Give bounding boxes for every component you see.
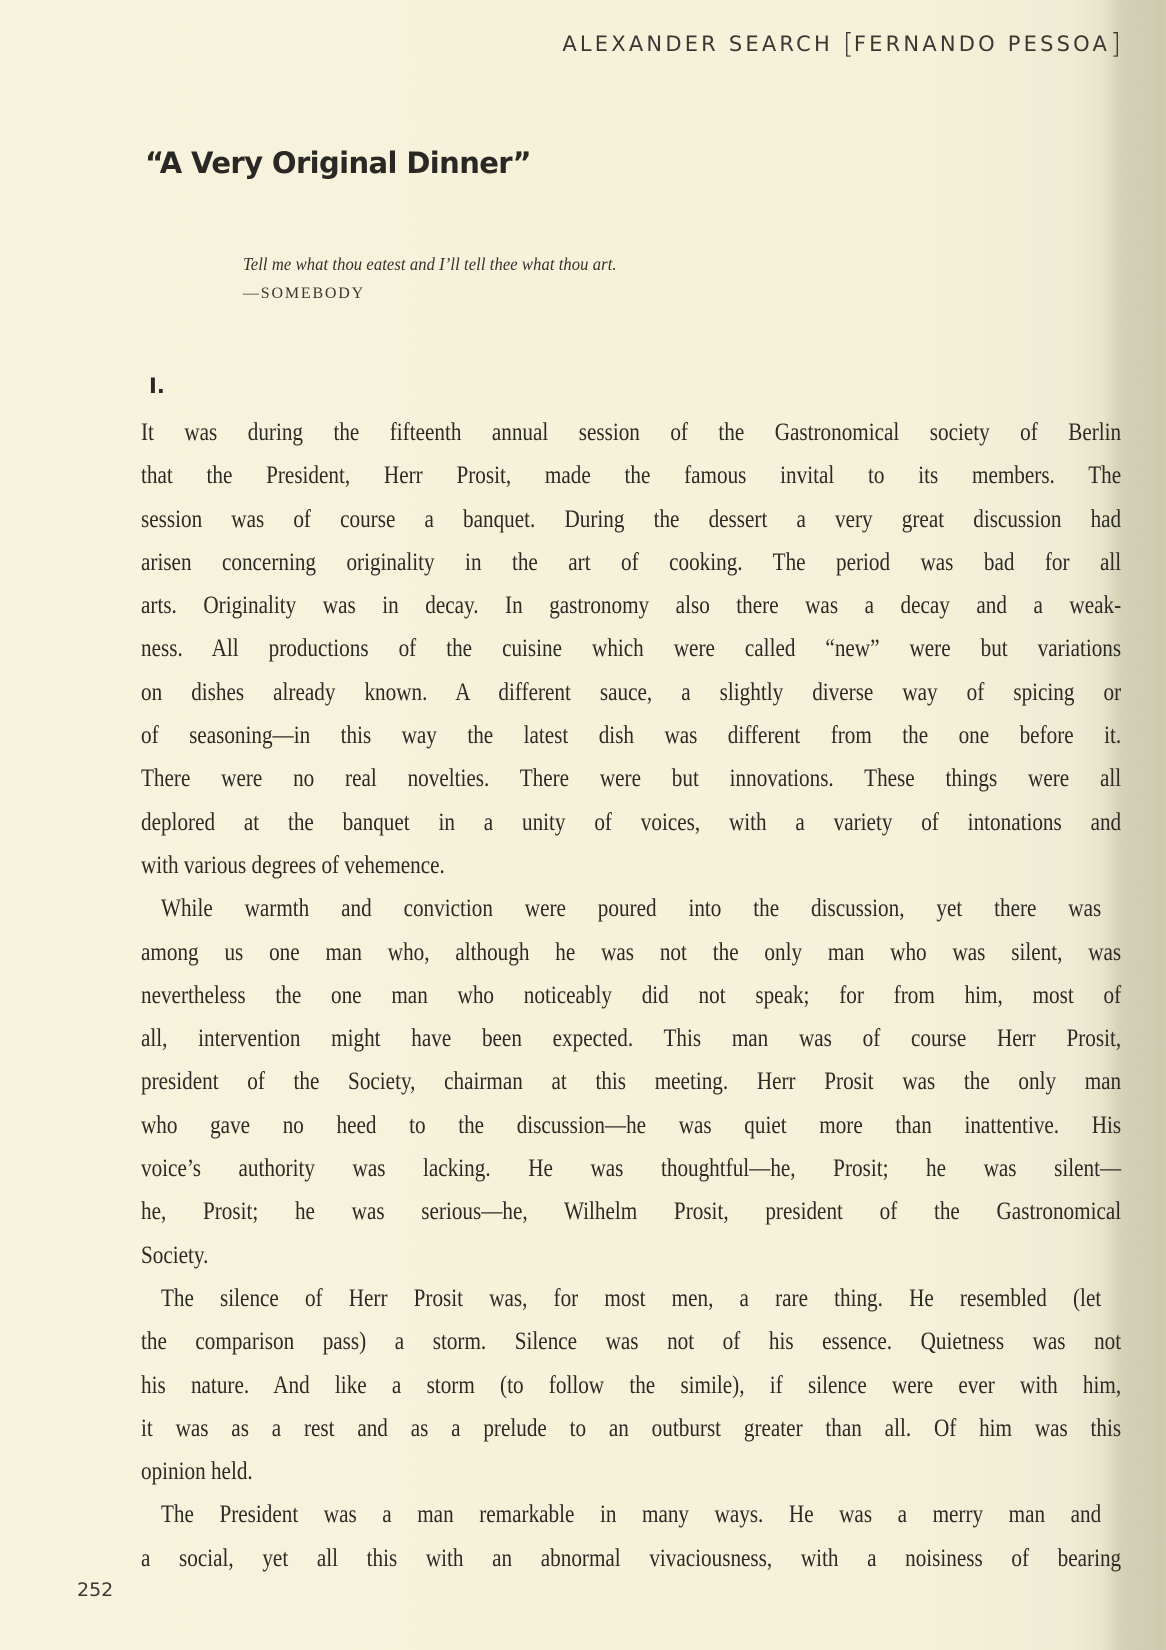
text-line — [141, 1536, 1121, 1579]
text-line — [141, 1449, 1121, 1492]
text-line-content: deplored at the banquet in a unity of voices, with a variety of intonations and — [141, 806, 1122, 836]
body-text — [141, 410, 1121, 1579]
text-line-content: he, Prosit; he was serious—he, Wilhelm Prosit, president of the Gastronomical — [141, 1196, 1122, 1226]
text-line-content: ness. All productions of the cuisine which were called “new” were but variations — [141, 633, 1122, 663]
bracket-open: [ — [842, 27, 854, 60]
chapter-title: “A Very Original Dinner” — [145, 146, 532, 180]
running-head-author: ALEXANDER SEARCH — [562, 32, 834, 56]
text-line — [141, 497, 1121, 540]
text-line-content: It was during the fifteenth annual session of the Gastronomical society of Berlin — [141, 417, 1122, 446]
text-line — [141, 930, 1121, 973]
text-line — [141, 626, 1121, 669]
text-line — [141, 540, 1121, 583]
text-line — [141, 1146, 1121, 1189]
text-line-content: arisen concerning originality in the art of cooking. The period was bad for all — [141, 546, 1122, 576]
text-line-content: his nature. And like a storm (to follow the simile), if silence were ever with him, — [141, 1369, 1122, 1399]
text-line — [141, 1103, 1121, 1146]
paragraph — [141, 1492, 1121, 1579]
text-line — [141, 410, 1121, 453]
text-line-content: opinion held. — [141, 1456, 253, 1486]
text-line — [141, 1276, 1121, 1319]
text-line-content: with various degrees of vehemence. — [141, 849, 445, 879]
text-line-content: it was as a rest and as a prelude to an outburst greater than all. Of him was this — [141, 1412, 1122, 1442]
text-line-content: The silence of Herr Prosit was, for most men, a rare thing. He resembled (let — [161, 1282, 1102, 1312]
text-line — [141, 670, 1121, 713]
text-line — [141, 1059, 1121, 1102]
paragraph — [141, 886, 1121, 1276]
text-line — [141, 886, 1121, 929]
paragraph — [141, 410, 1121, 886]
text-line-content: voice’s authority was lacking. He was thoughtful—he, Prosit; he was silent— — [141, 1153, 1122, 1183]
text-line-content: nevertheless the one man who noticeably did not speak; for from him, most of — [141, 979, 1122, 1009]
text-line — [141, 1233, 1121, 1276]
bracket-close: ] — [1110, 27, 1121, 60]
paragraph — [141, 1276, 1121, 1492]
text-line-content: of seasoning—in this way the latest dish was different from the one before it. — [141, 720, 1122, 750]
text-line — [141, 1319, 1121, 1362]
text-line — [141, 843, 1121, 886]
epigraph-attribution: —SOMEBODY — [243, 285, 365, 302]
text-line — [141, 713, 1121, 756]
text-line — [141, 1016, 1121, 1059]
text-line — [141, 583, 1121, 626]
text-line — [141, 1363, 1121, 1406]
epigraph-quote: Tell me what thou eatest and I’ll tell thee what thou art. — [243, 254, 617, 274]
text-line-content: a social, yet all this with an abnormal vivaciousness, with a noisiness of bearing — [141, 1542, 1122, 1572]
epigraph — [243, 254, 649, 303]
text-line-content: president of the Society, chairman at this meeting. Herr Prosit was the only man — [141, 1066, 1122, 1096]
text-line-content: the comparison pass) a storm. Silence was not of his essence. Quietness was not — [141, 1326, 1122, 1356]
text-line-content: There were no real novelties. There were but innovations. These things were all — [141, 763, 1122, 793]
text-line — [141, 756, 1121, 799]
text-line-content: that the President, Herr Prosit, made the famous invital to its members. The — [141, 460, 1122, 490]
text-line-content: While warmth and conviction were poured into the discussion, yet there was — [161, 893, 1102, 923]
text-line-content: arts. Originality was in decay. In gastronomy also there was a decay and a weak- — [141, 590, 1122, 620]
text-line-content: among us one man who, although he was not the only man who was silent, was — [141, 936, 1122, 966]
text-line — [141, 973, 1121, 1016]
text-line-content: The President was a man remarkable in many ways. He was a merry man and — [161, 1499, 1102, 1529]
section-number: I. — [149, 374, 165, 398]
text-line-content: all, intervention might have been expected. This man was of course Herr Prosit, — [141, 1023, 1122, 1053]
text-line-content: Society. — [141, 1239, 209, 1269]
text-line — [141, 800, 1121, 843]
page-number: 252 — [77, 1579, 114, 1601]
text-line — [141, 1492, 1121, 1535]
text-line — [141, 453, 1121, 496]
text-line-content: session was of course a banquet. During the dessert a very great discussion had — [141, 503, 1122, 533]
text-line — [141, 1189, 1121, 1232]
running-head — [562, 27, 1121, 60]
running-head-pseudonym: FERNANDO PESSOA — [853, 32, 1111, 56]
text-line — [141, 1406, 1121, 1449]
text-line-content: who gave no heed to the discussion—he was quiet more than inattentive. His — [141, 1109, 1122, 1139]
text-line-content: on dishes already known. A different sauce, a slightly diverse way of spicing or — [141, 676, 1122, 706]
